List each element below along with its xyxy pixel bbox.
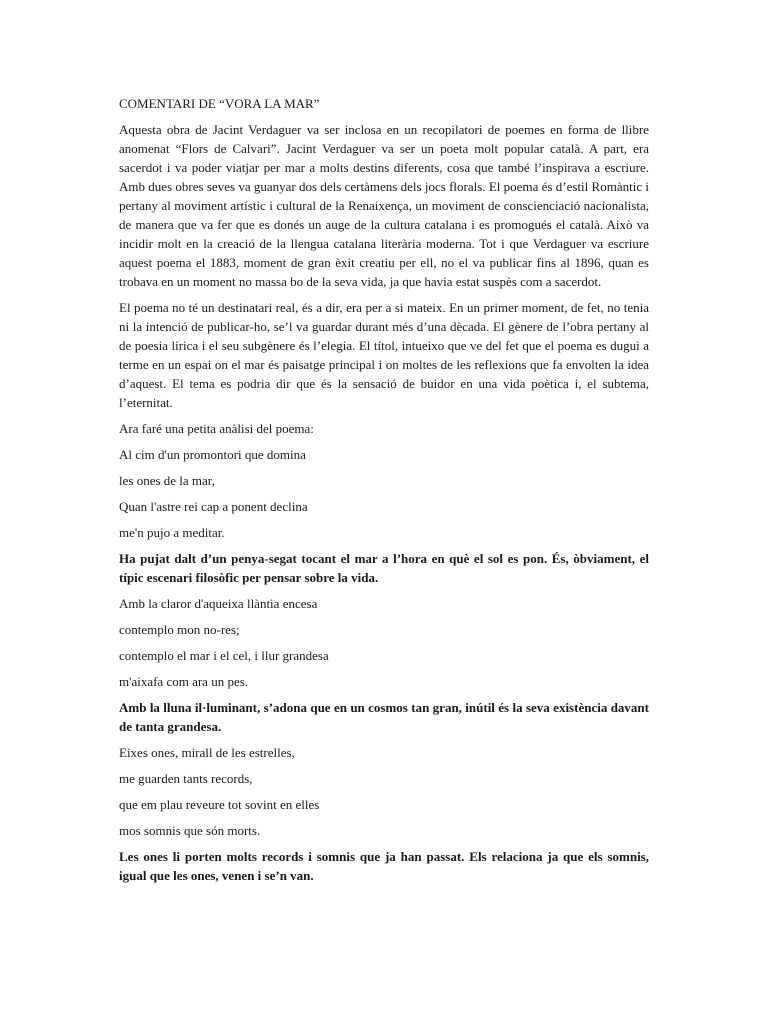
poem-verse: m'aixafa com ara un pes. — [119, 674, 249, 689]
stanza-comment: Les ones li porten molts records i somnis que ja han passat. Els relaciona ja que els somnis, igual que les ones, venen i se’n van. — [119, 849, 649, 883]
poem-verse: Amb la claror d'aqueixa llàntia encesa — [119, 596, 318, 611]
poem-verse: Al cim d'un promontori que domina — [119, 447, 306, 462]
poem-verse: Eixes ones, mirall de les estrelles, — [119, 745, 295, 760]
context-paragraph: El poema no té un destinatari real, és a dir, era per a si mateix. En un primer moment, de fet, no tenia ni la intenció de publicar-ho, se’l va guardar durant més d’una dècada. El gènere de l’obra pertany al de poesia lírica i el seu subgènere és l’elegia. El títol, intueixo que ve del fet que el poema es dugui a terme en un espai on el mar és paisatge principal i on moltes de les reflexions que fa envolten la idea d’aquest. El tema es podria dir que és la sensació de buidor en una vida poètica i, el subtema, l’eternitat. — [119, 300, 649, 410]
poem-verse: que em plau reveure tot sovint en elles — [119, 797, 320, 812]
poem-verse: mos somnis que són morts. — [119, 823, 261, 838]
stanza-comment: Ha pujat dalt d’un penya-segat tocant el mar a l’hora en què el sol es pon. És, òbviament, el típic escenari filosòfic per pensar sobre la vida. — [119, 551, 649, 585]
poem-verse: les ones de la mar, — [119, 473, 215, 488]
poem-verse: me guarden tants records, — [119, 771, 253, 786]
poem-verse: contemplo mon no-res; — [119, 622, 240, 637]
document-title: COMENTARI DE “VORA LA MAR” — [119, 96, 320, 111]
analysis-intro: Ara faré una petita anàlisi del poema: — [119, 421, 314, 436]
poem-verse: me'n pujo a meditar. — [119, 525, 225, 540]
document-page — [119, 94, 649, 892]
poem-verse: contemplo el mar i el cel, i llur grandesa — [119, 648, 329, 663]
stanza-comment: Amb la lluna il·luminant, s’adona que en un cosmos tan gran, inútil és la seva existència davant de tanta grandesa. — [119, 700, 649, 734]
intro-paragraph: Aquesta obra de Jacint Verdaguer va ser inclosa en un recopilatori de poemes en forma de llibre anomenat “Flors de Calvari”. Jacint Verdaguer va ser un poeta molt popular català. A part, era sacerdot i va poder viatjar per mar a molts destins diferents, cosa que també l’inspirava a escriure. Amb dues obres seves va guanyar dos dels certàmens dels jocs florals. El poema és d’estil Romàntic i pertany al moviment artístic i cultural de la Renaixença, un moviment de conscienciació nacionalista, de manera que va fer que es donés un auge de la cultura catalana i es promogués el català. Això va incidir molt en la creació de la llengua catalana literària moderna. Tot i que Verdaguer va escriure aquest poema el 1883, moment de gran èxit creatiu per ell, no el va publicar fins al 1896, quan es trobava en un moment no massa bo de la seva vida, ja que havia estat suspès com a sacerdot. — [119, 122, 649, 289]
poem-verse: Quan l'astre rei cap a ponent declina — [119, 499, 308, 514]
